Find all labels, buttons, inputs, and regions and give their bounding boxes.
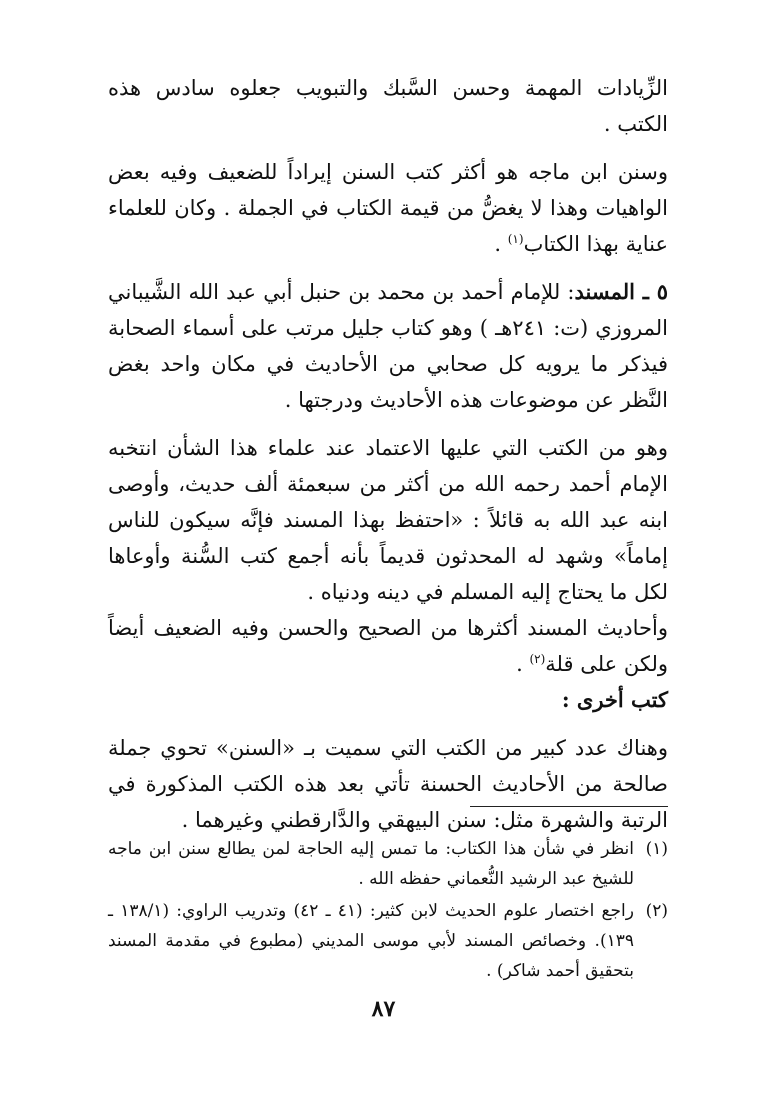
- footnote-text: انظر في شأن هذا الكتاب: ما تمس إليه الحاجة لمن يطالع سنن ابن ماجه للشيخ عبد الرشيد النُّعماني حفظه الله .: [108, 839, 634, 889]
- paragraph-intro: الزِّيادات المهمة وحسن السَّبك والتبويب جعلوه سادس هذه الكتب .: [108, 76, 668, 136]
- footnote-separator: [470, 806, 668, 807]
- paragraph-musnad-hadith: [108, 610, 668, 682]
- section-heading-other-books: كتب أخرى :: [561, 687, 668, 712]
- paragraph-sunan: وهناك عدد كبير من الكتب التي سميت بـ «السنن» تحوي جملة صالحة من الأحاديث الحسنة تأتي بعد هذه الكتب المذكورة في الرتبة والشهرة مثل: سنن البيهقي والدَّارقطني وغيرهما .: [108, 736, 668, 832]
- ibn-majah-end: .: [494, 232, 508, 256]
- footnote-1: [108, 834, 668, 894]
- footnote-2: [108, 896, 668, 986]
- paragraph-ibn-majah: [108, 154, 668, 262]
- footnote-ref-2[interactable]: (٢): [529, 652, 546, 666]
- footnote-text: راجع اختصار علوم الحديث لابن كثير: (٤١ ـ ٤٢) وتدريب الراوي: (١٣٨/١ ـ ١٣٩). وخصائص المسند لأبي موسى المديني (مطبوع في مقدمة المسند بتحقيق أحمد شاكر) .: [108, 901, 634, 981]
- musnad-label: ٥ ـ المسند: [574, 279, 668, 304]
- footnote-number: (٢): [645, 901, 668, 921]
- main-text: [108, 70, 668, 838]
- footnote-number: (١): [645, 839, 668, 859]
- musnad-hadith-text: وأحاديث المسند أكثرها من الصحيح والحسن وفيه الضعيف أيضاً ولكن على قلة: [108, 616, 668, 676]
- musnad-hadith-end: .: [516, 652, 530, 676]
- footnotes: [108, 834, 668, 986]
- paragraph-musnad-importance: وهو من الكتب التي عليها الاعتماد عند علماء هذا الشأن انتخبه الإمام أحمد رحمه الله من أكثر من سبعمئة ألف حديث، وأوصى ابنه عبد الله به قائلاً : «احتفظ بهذا المسند فإنَّه سيكون للناس إماماً» وشهد له المحدثون قديماً بأنه أجمع كتب السُّنة وأوعاها لكل ما يحتاج إليه المسلم في دينه ودنياه .: [108, 436, 668, 604]
- paragraph-musnad: [108, 274, 668, 418]
- footnote-ref-1[interactable]: (١): [507, 232, 524, 246]
- musnad-text: : للإمام أحمد بن محمد بن حنبل أبي عبد الله الشَّيباني المروزي (ت: ٢٤١هـ ) وهو كتاب جليل مرتب على أسماء الصحابة فيذكر ما يرويه كل صحابي من الأحاديث في مكان واحد بغض النَّظر عن موضوعات هذه الأحاديث ودرجتها .: [108, 280, 668, 412]
- page-number: ٨٧: [371, 996, 396, 1022]
- ibn-majah-text: وسنن ابن ماجه هو أكثر كتب السنن إيراداً للضعيف وفيه بعض الواهيات وهذا لا يغضُّ من قيمة الكتاب في الجملة . وكان للعلماء عناية بهذا الكتاب: [108, 160, 668, 256]
